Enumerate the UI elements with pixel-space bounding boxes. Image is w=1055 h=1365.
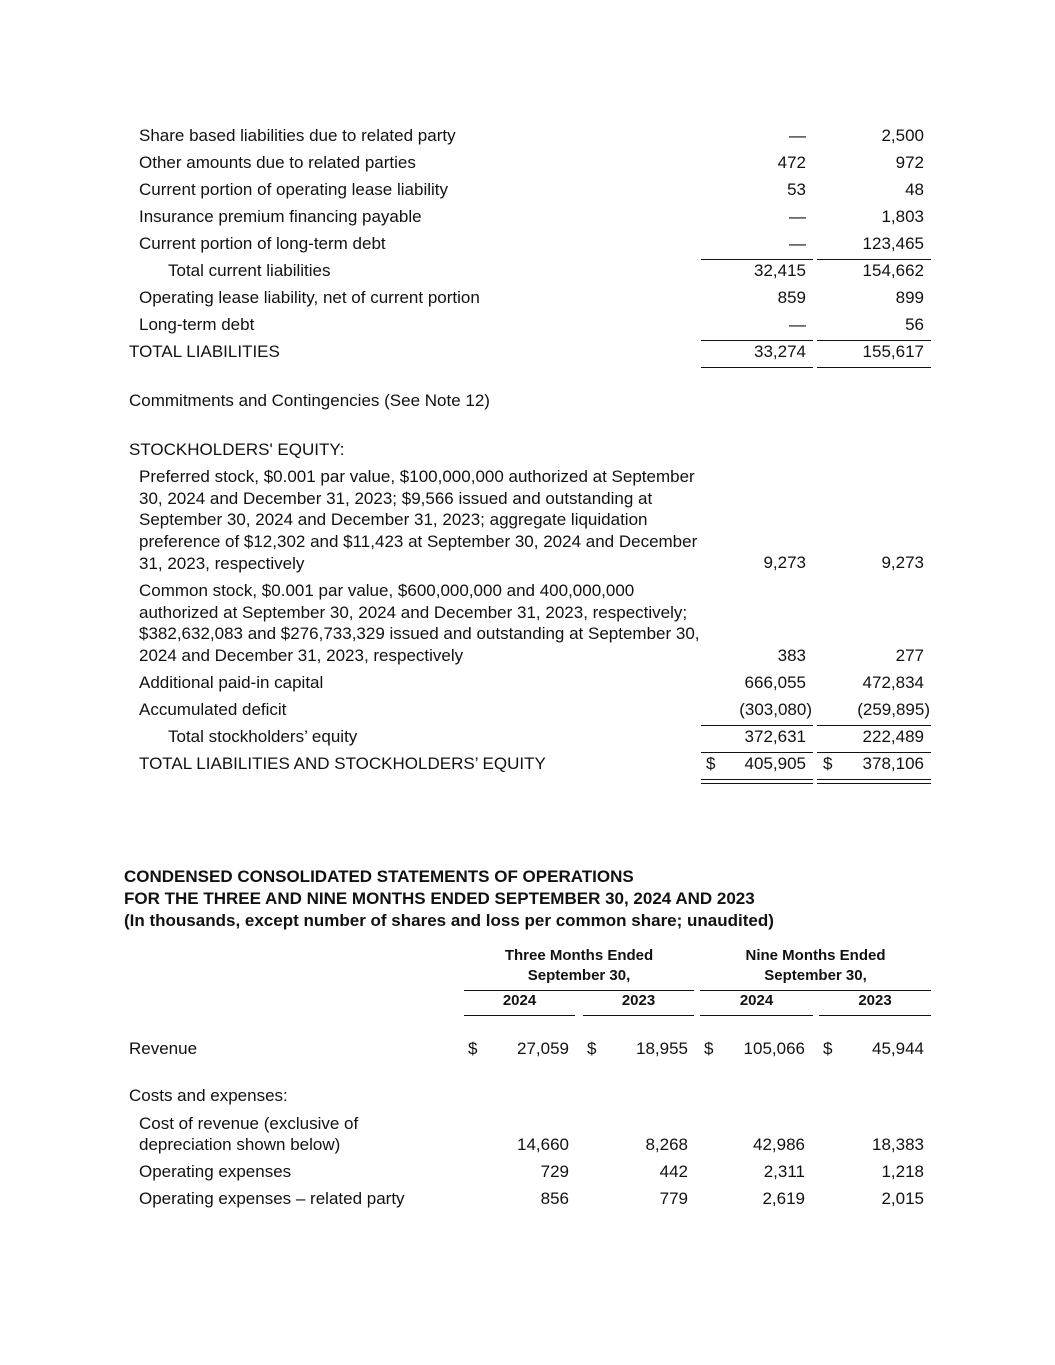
grand-total-double-rule [817, 779, 931, 784]
preferred-stock-2024: 9,273 [763, 553, 806, 572]
equity-heading: STOCKHOLDERS' EQUITY: [129, 440, 345, 459]
total-liab-equity-2023: 378,106 [862, 754, 924, 773]
operating-expenses-related-label: Operating expenses – related party [139, 1189, 405, 1208]
cost-of-revenue-9m-2024: 42,986 [753, 1135, 805, 1154]
total-liab-equity-label: TOTAL LIABILITIES AND STOCKHOLDERS’ EQUITY [139, 754, 546, 773]
row-value-2024: 32,415 [754, 261, 806, 280]
year-rule [819, 1015, 931, 1016]
revenue-q3-2023: 18,955 [636, 1039, 688, 1058]
row-value-2023: 48 [905, 180, 924, 199]
row-value-2024: 33,274 [754, 342, 806, 361]
common-stock-label: Common stock, $0.001 par value, $600,000,000 and 400,000,000 authorized at September 30, 2024 and December 31, 2023, respectively; $382,632,083 and $276,733,329 issued and outstanding at September 30, 2024 and December 31, 2023, respectively [139, 581, 700, 666]
row-value-2023: 2,500 [881, 126, 924, 145]
row-label: Current portion of long-term debt [139, 234, 386, 253]
preferred-stock-2023: 9,273 [881, 553, 924, 572]
row-value-2023: 123,465 [862, 234, 924, 253]
apic-2024: 666,055 [744, 673, 806, 692]
operations-units-note: (In thousands, except number of shares and loss per common share; unaudited) [124, 911, 774, 930]
revenue-q3-2024: 27,059 [517, 1039, 569, 1058]
row-value-2023: 155,617 [862, 342, 924, 361]
revenue-9m-2023: 45,944 [872, 1039, 924, 1058]
year-rule [700, 1015, 813, 1016]
revenue-label: Revenue [129, 1039, 198, 1058]
costs-heading: Costs and expenses: [129, 1086, 288, 1105]
row-value-2024: — [789, 234, 806, 253]
row-value-2024: 472 [777, 153, 806, 172]
total-current-liabilities-label: Total current liabilities [168, 261, 331, 280]
header-line: September 30, [764, 967, 867, 984]
row-value-2023: 56 [905, 315, 924, 334]
three-months-header [464, 946, 694, 986]
row-label: Other amounts due to related parties [139, 153, 416, 172]
operating-expenses-q3-2024: 729 [540, 1162, 569, 1181]
cost-of-revenue-label-cont: depreciation shown below) [139, 1135, 341, 1154]
currency-symbol: $ [823, 754, 833, 773]
row-value-2023: 972 [895, 153, 924, 172]
cost-of-revenue-q3-2023: 8,268 [645, 1135, 688, 1154]
accumulated-deficit-2023: (259,895) [857, 700, 930, 719]
total-equity-2024: 372,631 [744, 727, 806, 746]
apic-label: Additional paid-in capital [139, 673, 324, 692]
operating-expenses-related-q3-2023: 779 [659, 1189, 688, 1208]
common-stock-2023: 277 [895, 646, 924, 665]
row-label: Long-term debt [139, 315, 255, 334]
total-rule [701, 367, 813, 368]
row-value-2023: 154,662 [862, 261, 924, 280]
accumulated-deficit-label: Accumulated deficit [139, 700, 287, 719]
row-value-2024: — [789, 126, 806, 145]
operating-expenses-q3-2023: 442 [659, 1162, 688, 1181]
row-value-2024: — [789, 207, 806, 226]
year-header: 2023 [621, 992, 656, 1009]
total-rule [817, 367, 931, 368]
total-equity-label: Total stockholders’ equity [168, 727, 358, 746]
cost-of-revenue-9m-2023: 18,383 [872, 1135, 924, 1154]
currency-symbol: $ [823, 1039, 833, 1058]
row-value-2023: 899 [895, 288, 924, 307]
year-header: 2023 [858, 992, 892, 1009]
revenue-9m-2024: 105,066 [743, 1039, 805, 1058]
operating-expenses-related-9m-2024: 2,619 [762, 1189, 805, 1208]
total-liab-equity-2024: 405,905 [744, 754, 806, 773]
header-line: Three Months Ended [504, 947, 654, 964]
operating-expenses-9m-2024: 2,311 [763, 1162, 805, 1181]
cost-of-revenue-label: Cost of revenue (exclusive of [139, 1114, 359, 1133]
currency-symbol: $ [468, 1039, 478, 1058]
commitments-label: Commitments and Contingencies (See Note 12) [129, 391, 490, 410]
total-equity-2023: 222,489 [862, 727, 924, 746]
accumulated-deficit-2024: (303,080) [739, 700, 812, 719]
operating-expenses-related-q3-2024: 856 [540, 1189, 569, 1208]
currency-symbol: $ [587, 1039, 597, 1058]
header-line: September 30, [527, 967, 631, 984]
row-label: Insurance premium financing payable [139, 207, 422, 226]
operating-expenses-9m-2023: 1,218 [881, 1162, 924, 1181]
header-line: Nine Months Ended [745, 947, 886, 964]
grand-total-double-rule [701, 779, 813, 784]
operating-expenses-label: Operating expenses [139, 1162, 292, 1181]
operating-expenses-related-9m-2023: 2,015 [881, 1189, 924, 1208]
cost-of-revenue-q3-2024: 14,660 [517, 1135, 569, 1154]
row-value-2023: 1,803 [881, 207, 924, 226]
preferred-stock-label: Preferred stock, $0.001 par value, $100,000,000 authorized at September 30, 2024 and December 31, 2023; $9,566 issued and outstanding at September 30, 2024 and December 31, 2023; aggregate liquidation preference of $12,302 and $11,423 at September 30, 2024 and December 31, 2023, respectively [139, 467, 698, 573]
year-header: 2024 [739, 992, 774, 1009]
apic-2023: 472,834 [862, 673, 924, 692]
row-label: Share based liabilities due to related party [139, 126, 456, 145]
currency-symbol: $ [706, 754, 716, 773]
operations-title: CONDENSED CONSOLIDATED STATEMENTS OF OPERATIONS [124, 867, 634, 886]
common-stock-2024: 383 [777, 646, 806, 665]
row-value-2024: 859 [777, 288, 806, 307]
year-rule [583, 1015, 694, 1016]
nine-months-header [700, 946, 931, 986]
total-liabilities-label: TOTAL LIABILITIES [129, 342, 280, 361]
year-header: 2024 [502, 992, 537, 1009]
year-rule [464, 1015, 575, 1016]
currency-symbol: $ [704, 1039, 714, 1058]
row-label: Current portion of operating lease liability [139, 180, 449, 199]
row-label: Operating lease liability, net of current portion [139, 288, 480, 307]
operations-subtitle: FOR THE THREE AND NINE MONTHS ENDED SEPTEMBER 30, 2024 AND 2023 [124, 889, 755, 908]
row-value-2024: — [789, 315, 806, 334]
row-value-2024: 53 [787, 180, 806, 199]
